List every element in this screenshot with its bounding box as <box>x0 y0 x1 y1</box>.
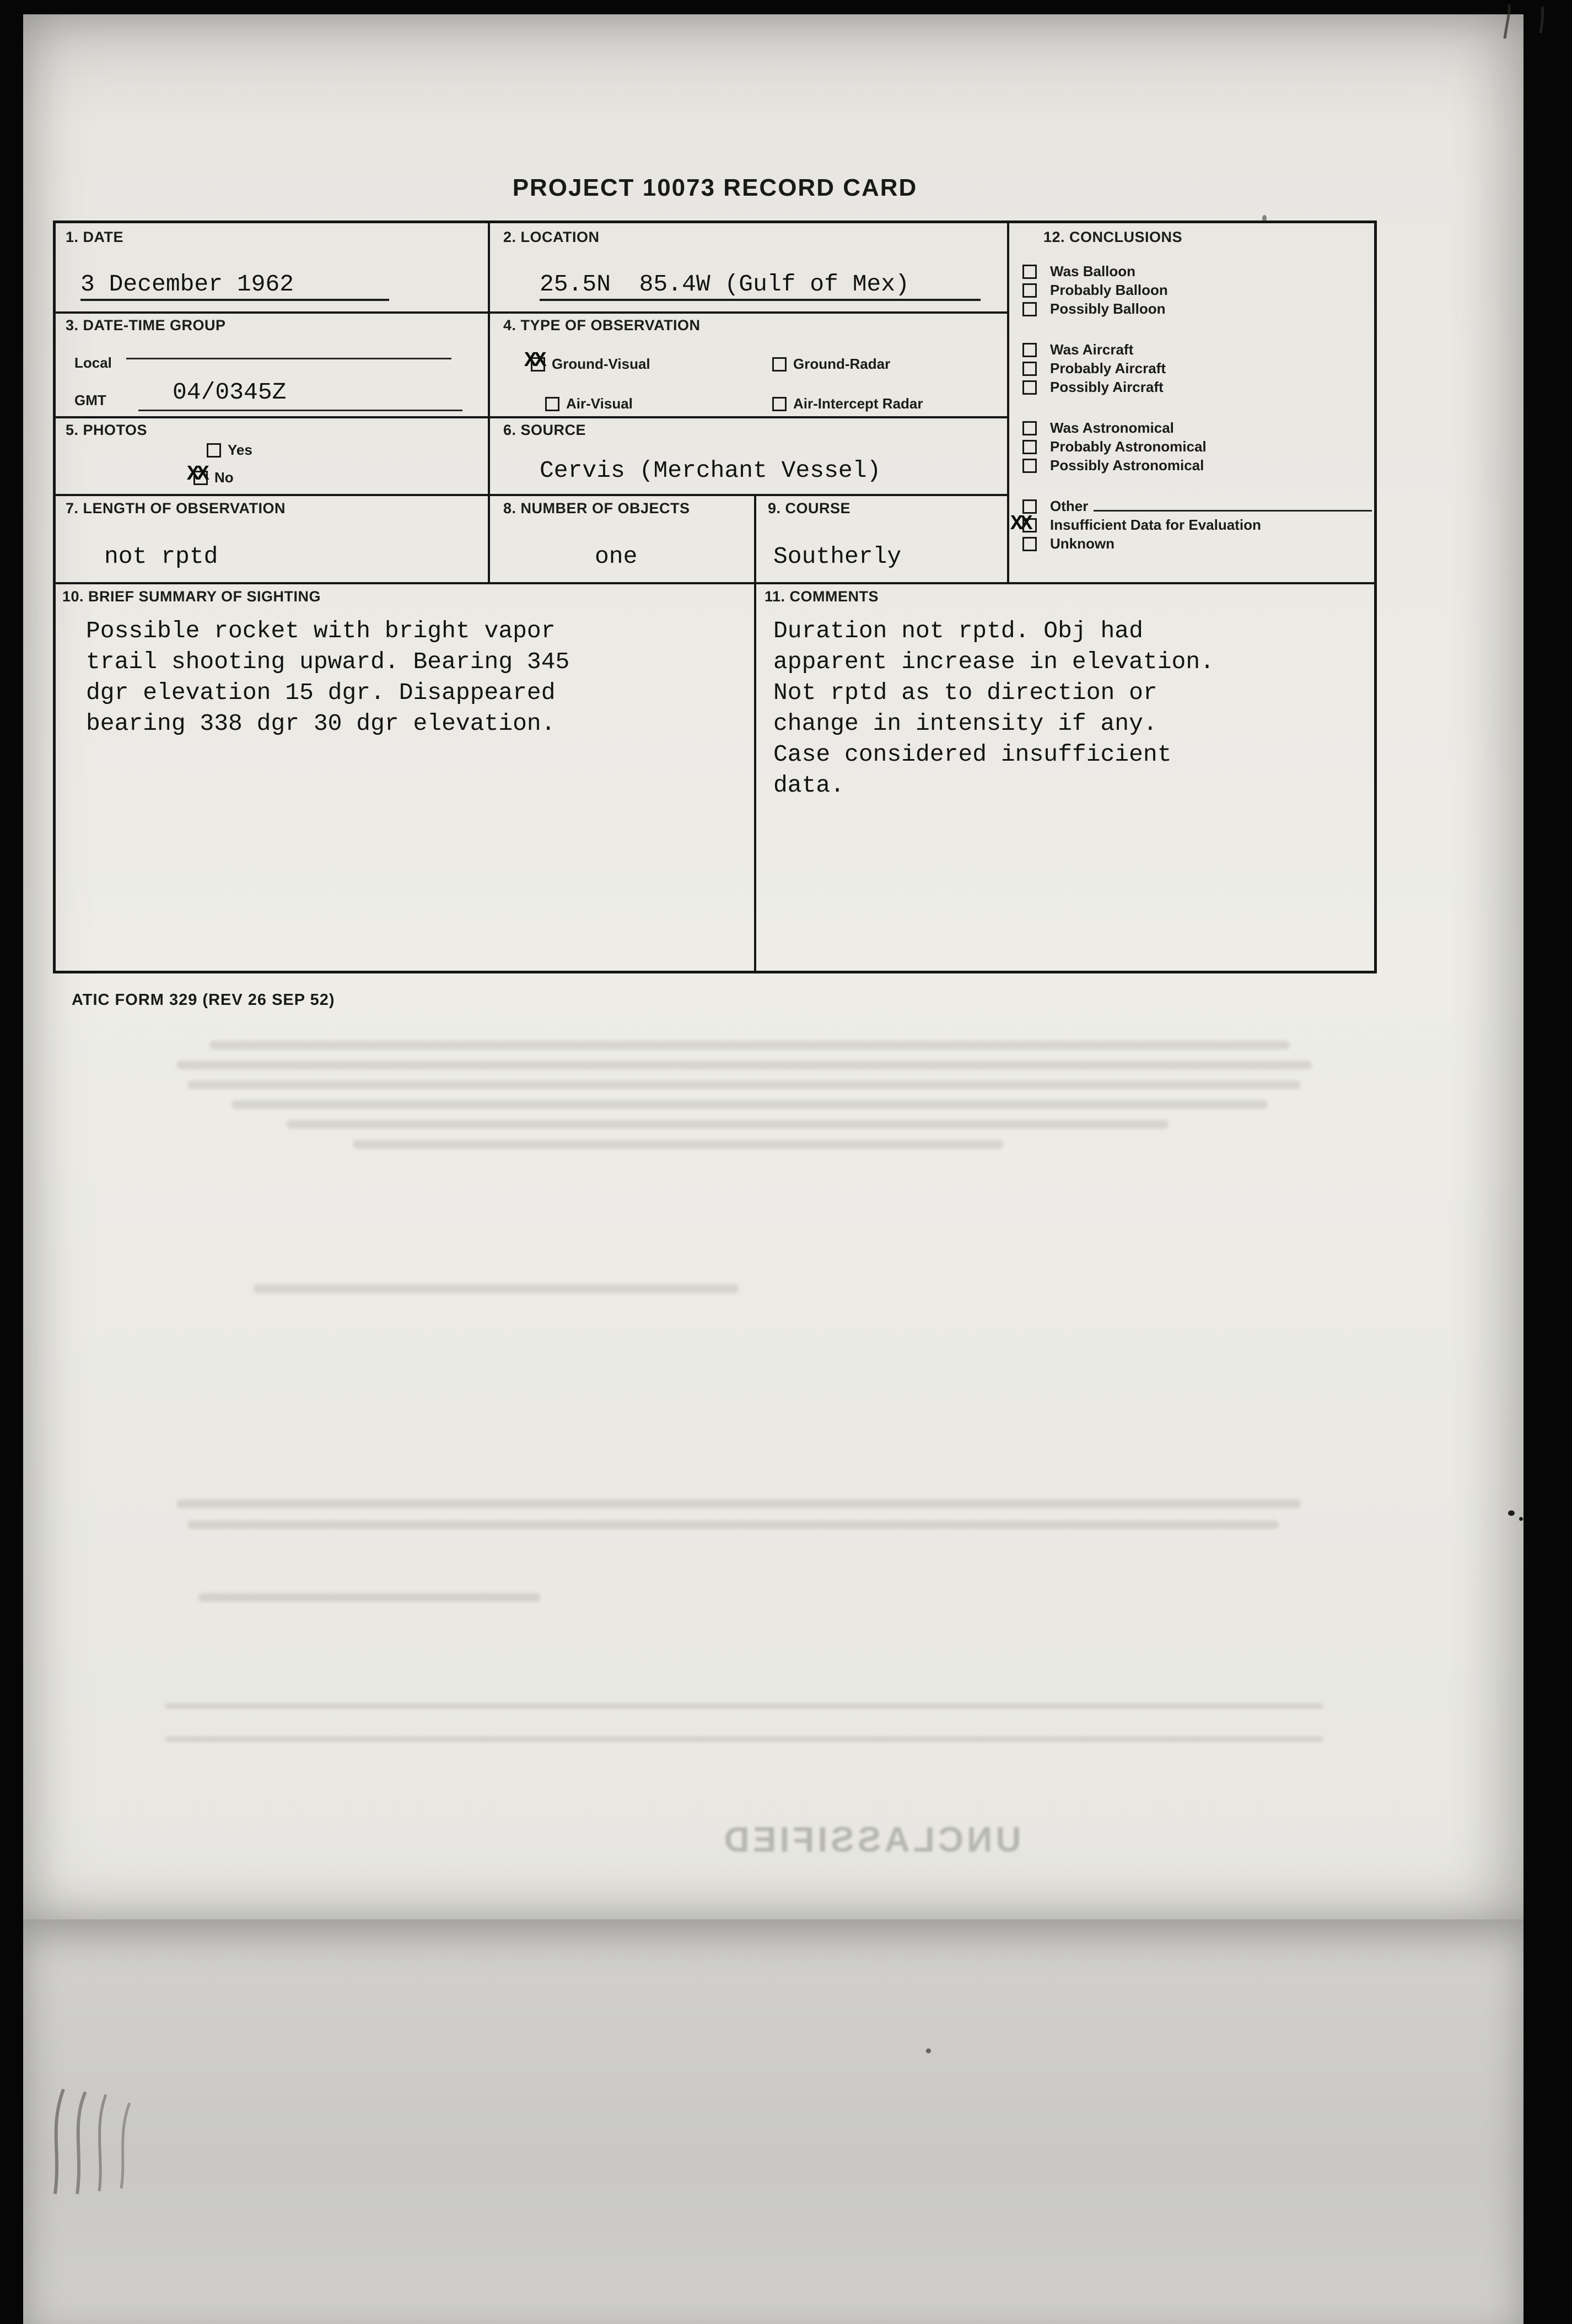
conclusion-option <box>1015 437 1372 456</box>
bleedthrough-text-line <box>287 1120 1169 1129</box>
bleedthrough-text-line <box>187 1080 1301 1089</box>
table-line <box>754 494 756 973</box>
conclusion-label: Possibly Astronomical <box>1050 456 1204 474</box>
conclusions-group-balloon <box>1015 262 1372 318</box>
conclusion-option-other <box>1015 497 1372 515</box>
source-value: Cervis (Merchant Vessel) <box>540 457 881 484</box>
comments-text: Duration not rptd. Obj had apparent increase in elevation. Not rptd as to direction or change in intensity if any. Case considered insufficient data. <box>773 617 1214 799</box>
checkbox-icon <box>772 397 787 411</box>
handwritten-tick <box>1488 0 1565 50</box>
conclusion-label: Was Astronomical <box>1050 419 1174 436</box>
checkbox-icon <box>1022 518 1037 532</box>
handwritten-squiggle <box>39 2040 171 2205</box>
conclusion-label: Possibly Balloon <box>1050 300 1166 317</box>
blank-line <box>1094 501 1372 512</box>
checkbox-icon <box>1022 343 1037 357</box>
gmt-label: GMT <box>74 392 106 408</box>
ink-speck <box>1519 1517 1523 1521</box>
conclusion-label: Probably Astronomical <box>1050 438 1207 455</box>
option-label: Air-Intercept Radar <box>793 395 923 412</box>
gmt-value: 04/0345Z <box>173 379 287 406</box>
datetime-group-label: 3. DATE-TIME GROUP <box>66 317 226 333</box>
table-line <box>56 311 1007 314</box>
option-ground-visual <box>524 349 650 373</box>
bleedthrough-unclassified-stamp: UNCLASSIFIED <box>720 1820 1021 1859</box>
bleedthrough-text-line <box>254 1284 739 1293</box>
check-mark: XX <box>1010 512 1030 536</box>
option-photos-yes <box>207 442 252 459</box>
bleedthrough-table-line <box>165 1703 1323 1709</box>
local-label: Local <box>74 354 112 371</box>
conclusion-option <box>1015 418 1372 437</box>
location-label: 2. LOCATION <box>503 229 600 245</box>
conclusion-label: Insufficient Data for Evaluation <box>1050 516 1261 533</box>
option-air-intercept-radar <box>772 395 923 412</box>
check-mark: XX <box>524 349 544 373</box>
option-label: Ground-Radar <box>793 356 891 372</box>
conclusions-group-astronomical <box>1015 418 1372 475</box>
bleedthrough-text-line <box>176 1499 1301 1508</box>
date-value: 3 December 1962 <box>80 271 389 301</box>
checkbox-icon <box>1022 380 1037 395</box>
conclusion-label: Probably Aircraft <box>1050 359 1166 376</box>
paper-lower-sheet <box>23 1919 1523 2324</box>
bleedthrough-text-line <box>209 1041 1290 1050</box>
table-line <box>56 582 1374 584</box>
date-label: 1. DATE <box>66 229 124 245</box>
table-line <box>56 494 1007 496</box>
number-of-objects-value: one <box>595 543 638 570</box>
conclusion-option-unknown <box>1015 534 1372 553</box>
conclusions-list <box>1010 262 1372 575</box>
checkbox-icon <box>1022 362 1037 376</box>
source-label: 6. SOURCE <box>503 422 586 438</box>
conclusions-label: 12. CONCLUSIONS <box>1043 229 1183 245</box>
checkbox-icon <box>1022 283 1037 298</box>
course-label: 9. COURSE <box>768 500 851 517</box>
conclusion-option <box>1015 340 1372 359</box>
conclusion-option-insufficient-data <box>1010 512 1372 536</box>
option-photos-no <box>187 462 234 486</box>
conclusion-option <box>1015 262 1372 281</box>
length-of-observation-value: not rptd <box>104 543 218 570</box>
checkbox-icon <box>545 397 559 411</box>
page-title: PROJECT 10073 RECORD CARD <box>512 174 918 201</box>
comments-label: 11. COMMENTS <box>765 588 879 605</box>
conclusion-label: Unknown <box>1050 535 1115 552</box>
checkbox-icon <box>1022 302 1037 316</box>
bleedthrough-text-line <box>198 1593 540 1602</box>
type-of-observation-label: 4. TYPE OF OBSERVATION <box>503 317 701 333</box>
form-number: ATIC FORM 329 (REV 26 SEP 52) <box>72 991 335 1009</box>
conclusions-group-aircraft <box>1015 340 1372 396</box>
check-mark: XX <box>187 462 207 486</box>
conclusion-label: Probably Balloon <box>1050 281 1168 298</box>
option-air-visual <box>545 395 633 412</box>
option-label: Air-Visual <box>566 395 633 412</box>
conclusion-option <box>1015 299 1372 318</box>
conclusions-group-other <box>1010 497 1372 553</box>
ink-speck <box>926 2048 931 2053</box>
conclusion-label: Was Balloon <box>1050 262 1136 279</box>
option-label: Ground-Visual <box>552 356 650 372</box>
blank-line <box>126 358 451 359</box>
checkbox-icon <box>1022 537 1037 551</box>
conclusion-option <box>1015 359 1372 378</box>
checkbox-icon <box>772 357 787 372</box>
conclusion-option <box>1015 281 1372 299</box>
location-value: 25.5N 85.4W (Gulf of Mex) <box>540 271 981 301</box>
bleedthrough-table-line <box>165 1736 1323 1742</box>
conclusion-label: Was Aircraft <box>1050 341 1134 358</box>
checkbox-icon <box>1022 265 1037 279</box>
brief-summary-label: 10. BRIEF SUMMARY OF SIGHTING <box>62 588 321 605</box>
bleedthrough-text-line <box>353 1140 1003 1149</box>
conclusion-label: Other <box>1050 497 1089 514</box>
conclusion-option <box>1015 456 1372 475</box>
ink-speck <box>1508 1510 1515 1516</box>
conclusion-option <box>1015 378 1372 396</box>
number-of-objects-label: 8. NUMBER OF OBJECTS <box>503 500 690 517</box>
table-line <box>56 416 1007 418</box>
checkbox-icon <box>1022 421 1037 435</box>
option-ground-radar <box>772 356 890 373</box>
bleedthrough-text-line <box>232 1100 1268 1109</box>
option-label: No <box>214 469 234 486</box>
length-of-observation-label: 7. LENGTH OF OBSERVATION <box>66 500 286 517</box>
option-label: Yes <box>228 442 252 458</box>
photos-label: 5. PHOTOS <box>66 422 148 438</box>
bleedthrough-text-line <box>176 1061 1312 1069</box>
conclusion-label: Possibly Aircraft <box>1050 378 1164 395</box>
bleedthrough-text-line <box>187 1520 1279 1529</box>
record-card-table <box>53 220 1377 973</box>
checkbox-icon <box>207 443 221 458</box>
table-line <box>488 223 490 582</box>
course-value: Southerly <box>773 543 902 570</box>
brief-summary-text: Possible rocket with bright vapor trail shooting upward. Bearing 345 dgr elevation 15 dgr. Disappeared bearing 338 dgr 30 dgr elevation. <box>86 617 570 737</box>
table-line <box>1007 223 1009 582</box>
checkbox-icon <box>1022 440 1037 454</box>
ink-speck <box>1262 215 1267 222</box>
blank-line <box>138 410 462 411</box>
checkbox-icon <box>1022 459 1037 473</box>
